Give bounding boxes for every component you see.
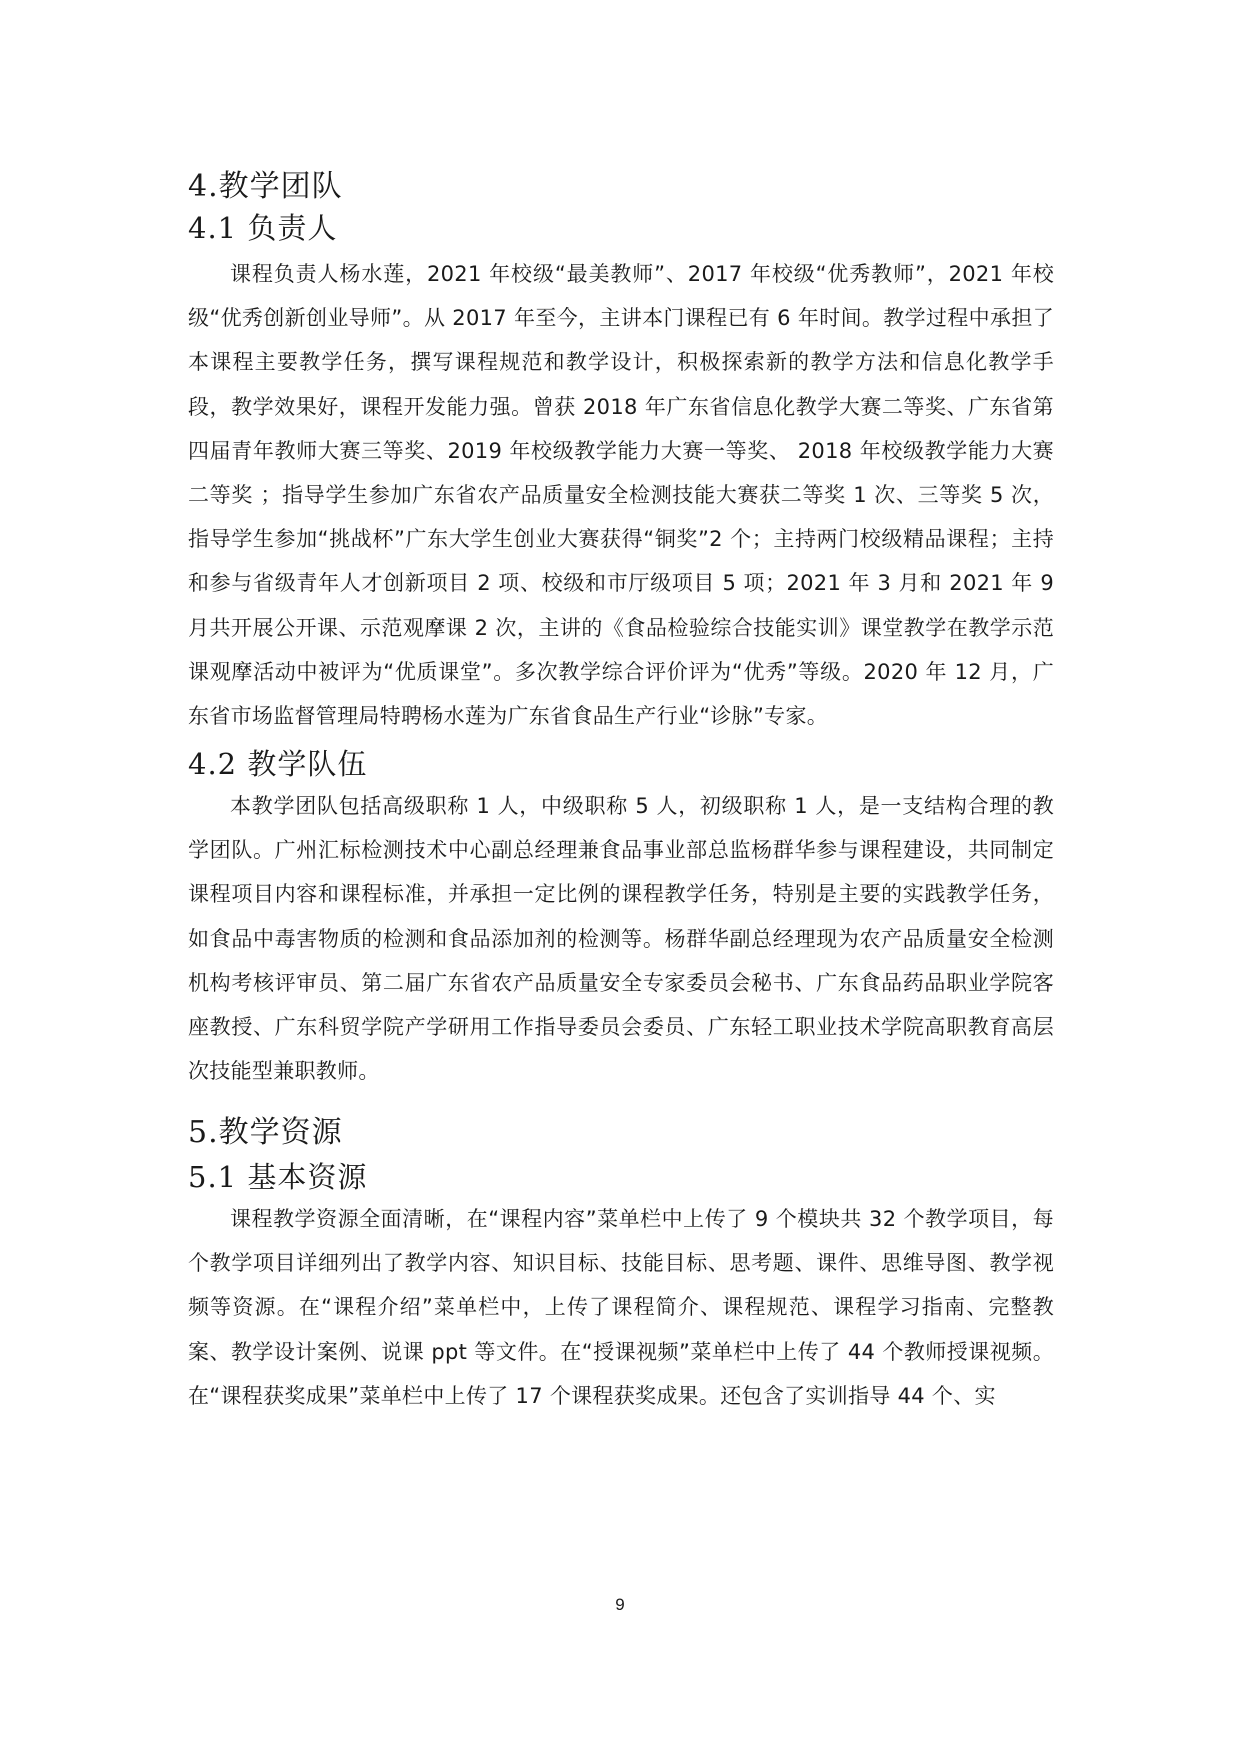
page-number: 9 — [615, 1595, 625, 1614]
section-5-heading: 5.教学资源 — [188, 1115, 343, 1150]
section-4-2-paragraph: 本教学团队包括高级职称 1 人，中级职称 5 人，初级职称 1 人，是一支结构合理的教学团队。广州汇标检测技术中心副总经理兼食品事业部总监杨群华参与课程建设，共同制定课程项目内容和课程标准，并承担一定比例的课程教学任务，特别是主要的实践教学任务，如食品中毒害物质的检测和食品添加剂的检测等。杨群华副总经理现为农产品质量安全检测机构考核评审员、第二届广东省农产品质量安全专家委员会秘书、广东食品药品职业学院客座教授、广东科贸学院产学研用工作指导委员会委员、广东轻工职业技术学院高职教育高层次技能型兼职教师。 — [188, 794, 1054, 1084]
section-4-2-heading: 4.2 教学队伍 — [188, 747, 368, 781]
section-4-1-paragraph: 课程负责人杨水莲，2021 年校级“最美教师”、2017 年校级“优秀教师”，2021 年校级“优秀创新创业导师”。从 2017 年至今，主讲本门课程已有 6 年时间。教学过程中承担了本课程主要教学任务，撰写课程规范和教学设计，积极探索新的教学方法和信息化教学手段，教学效果好，课程开发能力强。曾获 2018 年广东省信息化教学大赛二等奖、广东省第四届青年教师大赛三等奖、2019 年校级教学能力大赛一等奖、 2018 年校级教学能力大赛二等奖 ；指导学生参加广东省农产品质量安全检测技能大赛获二等奖 1 次、三等奖 5 次，指导学生参加“挑战杯”广东大学生创业大赛获得“铜奖”2 个；主持两门校级精品课程；主持和参与省级青年人才创新项目 2 项、校级和市厅级项目 5 项；2021 年 3 月和 2021 年 9 月共开展公开课、示范观摩课 2 次，主讲的《食品检验综合技能实训》课堂教学在教学示范课观摩活动中被评为“优质课堂”。多次教学综合评价评为“优秀”等级。2020 年 12 月，广东省市场监督管理局特聘杨水莲为广东省食品生产行业“诊脉”专家。 — [188, 262, 1054, 729]
section-5-1-paragraph: 课程教学资源全面清晰，在“课程内容”菜单栏中上传了 9 个模块共 32 个教学项目，每个教学项目详细列出了教学内容、知识目标、技能目标、思考题、课件、思维导图、教学视频等资源。在“课程介绍”菜单栏中，上传了课程简介、课程规范、课程学习指南、完整教案、教学设计案例、说课 ppt 等文件。在“授课视频”菜单栏中上传了 44 个教师授课视频。在“课程获奖成果”菜单栏中上传了 17 个课程获奖成果。还包含了实训指导 44 个、实 — [188, 1207, 1054, 1408]
section-5-1-heading: 5.1 基本资源 — [188, 1160, 368, 1194]
section-4-heading: 4.教学团队 — [188, 169, 343, 204]
section-4-1-heading: 4.1 负责人 — [188, 211, 338, 245]
